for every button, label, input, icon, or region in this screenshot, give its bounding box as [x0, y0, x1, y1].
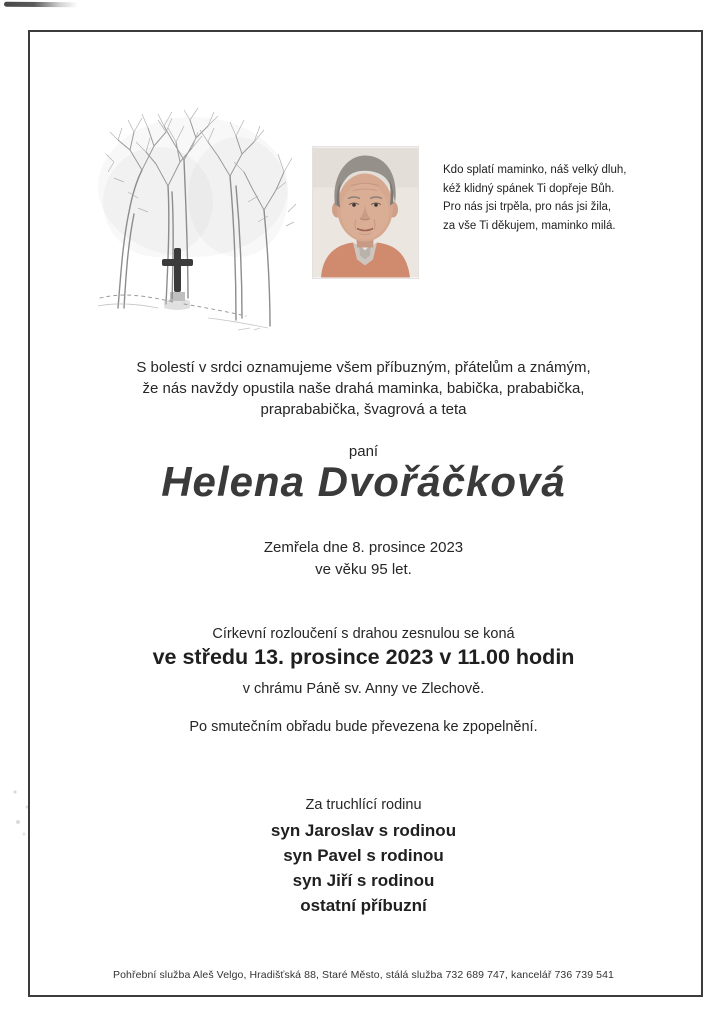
mourner-line: syn Jaroslav s rodinou [270, 821, 457, 840]
scan-artifact-streak [4, 2, 78, 8]
salutation: paní [348, 443, 379, 460]
poem-line: Kdo splatí maminko, náš velký dluh, [443, 164, 627, 176]
mourner-line: syn Pavel s rodinou [283, 846, 444, 865]
mourners-intro: Za truchlící rodinu [305, 797, 422, 813]
funeral-service-footer: Pohřební služba Aleš Velgo, Hradišťská 88, Staré Město, stálá služba 732 689 747, kancelář 736 739 541 [113, 969, 614, 981]
poem-line: kéž klidný spánek Ti dopřeje Bůh. [443, 182, 615, 195]
deceased-name: Helena Dvořáčková [161, 458, 566, 505]
death-date-line: Zemřela dne 8. prosince 2023 [263, 539, 464, 556]
announcement-line: že nás navždy opustila naše drahá maminka, babička, prababička, [142, 380, 585, 397]
announcement-line: S bolestí v srdci oznamujeme všem příbuzným, přátelům a známým, [136, 359, 591, 376]
announcement-line: praprababička, švagrová a teta [260, 401, 467, 418]
poem-line: Pro nás jsi trpěla, pro nás jsi žila, [443, 201, 612, 213]
age-line: ve věku 95 let. [315, 560, 412, 578]
death-info [28, 537, 699, 580]
mourner-line: syn Jiří s rodinou [292, 871, 435, 890]
poem-line: za vše Ti děkujem, maminko milá. [443, 219, 616, 232]
deceased-portrait-photo [313, 147, 418, 278]
mourner-line: ostatní příbuzní [300, 896, 427, 915]
ceremony-datetime: ve středu 13. prosince 2023 v 11.00 hodin [152, 645, 575, 669]
ceremony-intro: Církevní rozloučení s drahou zesnulou se koná [212, 626, 515, 642]
mourners-list [28, 818, 699, 918]
cremation-note: Po smutečním obřadu bude převezena ke zpopelnění. [189, 719, 538, 735]
poem [443, 161, 688, 235]
ceremony-place: v chrámu Páně sv. Anny ve Zlechově. [242, 681, 485, 697]
trees-cross-sketch-image [88, 102, 300, 339]
announcement-text [28, 357, 699, 420]
